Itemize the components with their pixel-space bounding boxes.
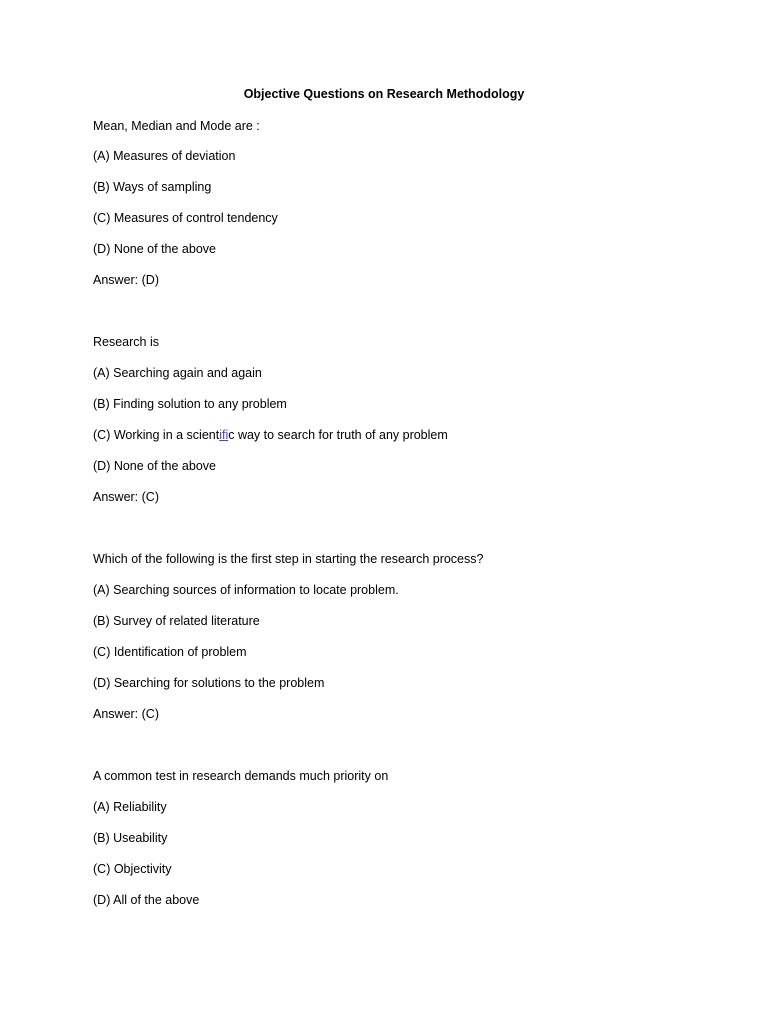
document-title: Objective Questions on Research Methodology	[243, 87, 525, 101]
question-2-option-d: (D) None of the above	[93, 459, 216, 473]
question-1-answer: Answer: (D)	[93, 273, 159, 287]
question-4-option-c: (C) Objectivity	[93, 862, 172, 876]
question-3-text: Which of the following is the first step in starting the research process?	[93, 552, 484, 566]
question-4-option-a: (A) Reliability	[93, 800, 167, 814]
question-1-option-a: (A) Measures of deviation	[93, 149, 236, 163]
question-2-option-c	[93, 427, 448, 443]
question-4-option-b: (B) Useability	[93, 831, 168, 845]
question-1-text: Mean, Median and Mode are :	[93, 119, 260, 133]
question-2-option-b: (B) Finding solution to any problem	[93, 397, 287, 411]
question-3-option-c: (C) Identification of problem	[93, 645, 247, 659]
question-2-answer: Answer: (C)	[93, 490, 159, 504]
question-3-option-a: (A) Searching sources of information to locate problem.	[93, 583, 399, 597]
question-1-option-d: (D) None of the above	[93, 242, 216, 256]
question-3-option-d: (D) Searching for solutions to the problem	[93, 676, 325, 690]
option-c-text-start: (C) Working in a scient	[93, 428, 220, 442]
question-4-option-d: (D) All of the above	[93, 893, 200, 907]
question-2-option-a: (A) Searching again and again	[93, 366, 262, 380]
question-3-option-b: (B) Survey of related literature	[93, 614, 260, 628]
question-2-text: Research is	[93, 335, 159, 349]
question-1-option-b: (B) Ways of sampling	[93, 180, 212, 194]
question-4-text: A common test in research demands much priority on	[93, 769, 389, 783]
fi-ligature-mark: ifi	[219, 428, 229, 442]
question-1-option-c: (C) Measures of control tendency	[93, 211, 278, 225]
question-3-answer: Answer: (C)	[93, 707, 159, 721]
option-c-text-end: c way to search for truth of any problem	[228, 428, 448, 442]
